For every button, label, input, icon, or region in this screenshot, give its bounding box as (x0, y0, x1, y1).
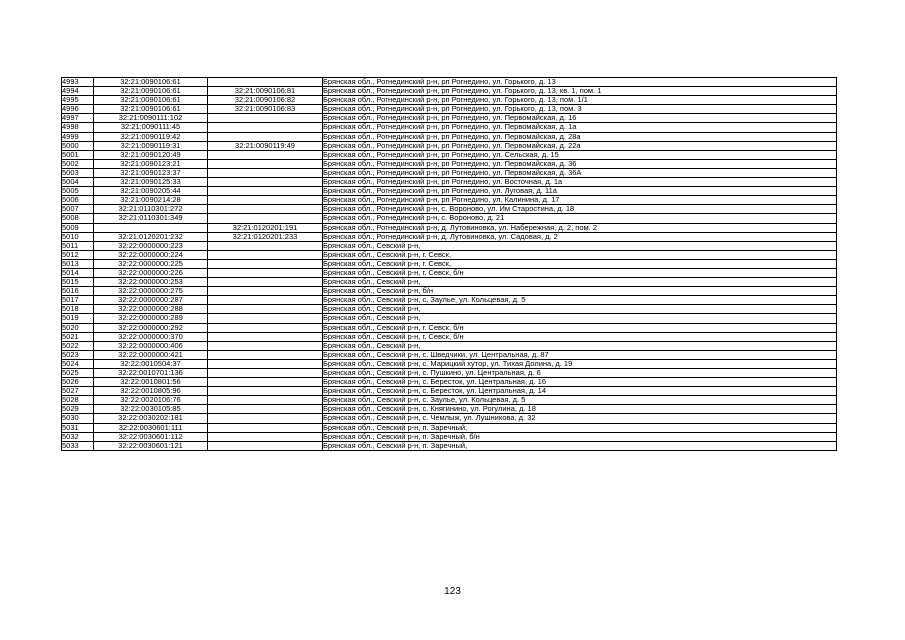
address-cell: Брянская обл., Рогнединский р-н, рп Рогнедино, ул. Первомайская, д. 28а (323, 132, 837, 141)
cadastral-number-cell: 32:21:0090120:49 (94, 150, 208, 159)
address-cell: Брянская обл., Рогнединский р-н, рп Рогнедино, ул. Сельская, д. 15 (323, 150, 837, 159)
object-cadastral-number-cell (208, 332, 323, 341)
address-cell: Брянская обл., Севский р-н, п. Заречный, (323, 423, 837, 432)
table-row (62, 278, 837, 287)
table-row (62, 187, 837, 196)
object-cadastral-number-cell (208, 178, 323, 187)
address-cell: Брянская обл., Севский р-н, п. Заречный, б/н (323, 432, 837, 441)
row-number-cell: 4995 (62, 96, 94, 105)
row-number-cell: 5014 (62, 268, 94, 277)
cadastral-number-cell: 32:21:0120201:232 (94, 232, 208, 241)
row-number-cell: 5004 (62, 178, 94, 187)
object-cadastral-number-cell (208, 132, 323, 141)
cadastral-number-cell: 32:21:0090205:44 (94, 187, 208, 196)
table-row (62, 214, 837, 223)
address-cell: Брянская обл., Рогнединский р-н, рп Рогнедино, ул. Горького, д. 13 (323, 78, 837, 87)
cadastral-number-cell: 32:22:0000000:289 (94, 314, 208, 323)
row-number-cell: 5015 (62, 278, 94, 287)
cadastral-number-cell: 32:22:0030202:181 (94, 414, 208, 423)
table-row (62, 114, 837, 123)
table-row (62, 250, 837, 259)
table-row (62, 423, 837, 432)
cadastral-number-cell: 32:21:0090106:61 (94, 87, 208, 96)
object-cadastral-number-cell (208, 287, 323, 296)
table-row (62, 150, 837, 159)
row-number-cell: 5030 (62, 414, 94, 423)
registry-table-body (62, 78, 837, 451)
cadastral-number-cell: 32:21:0090106:61 (94, 105, 208, 114)
address-cell: Брянская обл., Рогнединский р-н, рп Рогнедино, ул. Луговая, д. 11а (323, 187, 837, 196)
address-cell: Брянская обл., Севский р-н, (323, 241, 837, 250)
table-row (62, 168, 837, 177)
table-row (62, 396, 837, 405)
object-cadastral-number-cell (208, 441, 323, 450)
table-row (62, 223, 837, 232)
row-number-cell: 5020 (62, 323, 94, 332)
table-row (62, 132, 837, 141)
cadastral-number-cell: 32:21:0090123:37 (94, 168, 208, 177)
object-cadastral-number-cell (208, 150, 323, 159)
address-cell: Брянская обл., Севский р-н, (323, 341, 837, 350)
address-cell: Брянская обл., Севский р-н, г. Севск, (323, 250, 837, 259)
object-cadastral-number-cell (208, 314, 323, 323)
row-number-cell: 5001 (62, 150, 94, 159)
address-cell: Брянская обл., Рогнединский р-н, рп Рогнедино, ул. Горького, д. 13, пом. 3 (323, 105, 837, 114)
row-number-cell: 5025 (62, 369, 94, 378)
address-cell: Брянская обл., Рогнединский р-н, д. Лутовиновка, ул. Набережная, д. 2, пом. 2 (323, 223, 837, 232)
address-cell: Брянская обл., Севский р-н, с. Заулье, ул. Кольцевая, д. 5 (323, 396, 837, 405)
row-number-cell: 5031 (62, 423, 94, 432)
object-cadastral-number-cell (208, 323, 323, 332)
object-cadastral-number-cell (208, 278, 323, 287)
row-number-cell: 5013 (62, 259, 94, 268)
registry-table (61, 77, 837, 451)
address-cell: Брянская обл., Севский р-н, г. Севск, б/н (323, 323, 837, 332)
object-cadastral-number-cell (208, 123, 323, 132)
table-row (62, 123, 837, 132)
cadastral-number-cell: 32:21:0090106:61 (94, 78, 208, 87)
address-cell: Брянская обл., Севский р-н, г. Севск, б/н (323, 268, 837, 277)
address-cell: Брянская обл., Севский р-н, с. Бересток, ул. Центральная, д. 16 (323, 378, 837, 387)
address-cell: Брянская обл., Севский р-н, п. Заречный, (323, 441, 837, 450)
row-number-cell: 5003 (62, 168, 94, 177)
table-row (62, 105, 837, 114)
row-number-cell: 5006 (62, 196, 94, 205)
table-row (62, 441, 837, 450)
table-row (62, 314, 837, 323)
object-cadastral-number-cell (208, 423, 323, 432)
address-cell: Брянская обл., Севский р-н, с. Марицкий хутор, ул. Тихая Долина, д. 19 (323, 359, 837, 368)
row-number-cell: 4993 (62, 78, 94, 87)
address-cell: Брянская обл., Севский р-н, с. Бересток, ул. Центральная, д. 14 (323, 387, 837, 396)
cadastral-number-cell: 32:21:0090111:45 (94, 123, 208, 132)
address-cell: Брянская обл., Рогнединский р-н, рп Рогнедино, ул. Калинина, д. 17 (323, 196, 837, 205)
table-row (62, 178, 837, 187)
cadastral-number-cell (94, 223, 208, 232)
row-number-cell: 5005 (62, 187, 94, 196)
object-cadastral-number-cell (208, 396, 323, 405)
address-cell: Брянская обл., Севский р-н, г. Севск, (323, 259, 837, 268)
table-row (62, 387, 837, 396)
address-cell: Брянская обл., Севский р-н, б/н (323, 287, 837, 296)
table-row (62, 232, 837, 241)
row-number-cell: 5019 (62, 314, 94, 323)
table-row (62, 332, 837, 341)
object-cadastral-number-cell: 32:21:0120201:191 (208, 223, 323, 232)
object-cadastral-number-cell (208, 378, 323, 387)
object-cadastral-number-cell (208, 196, 323, 205)
object-cadastral-number-cell (208, 296, 323, 305)
cadastral-number-cell: 32:21:0110301:272 (94, 205, 208, 214)
row-number-cell: 5032 (62, 432, 94, 441)
table-row (62, 205, 837, 214)
row-number-cell: 5018 (62, 305, 94, 314)
address-cell: Брянская обл., Рогнединский р-н, с. Вороново, д. 21 (323, 214, 837, 223)
cadastral-number-cell: 32:22:0010504:37 (94, 359, 208, 368)
object-cadastral-number-cell: 32:21:0090106:81 (208, 87, 323, 96)
table-row (62, 378, 837, 387)
cadastral-number-cell: 32:22:0000000:275 (94, 287, 208, 296)
cadastral-number-cell: 32:22:0020106:76 (94, 396, 208, 405)
object-cadastral-number-cell: 32:21:0090106:82 (208, 96, 323, 105)
table-row (62, 305, 837, 314)
address-cell: Брянская обл., Рогнединский р-н, рп Рогнедино, ул. Горького, д. 13, пом. 1/1 (323, 96, 837, 105)
row-number-cell: 5027 (62, 387, 94, 396)
cadastral-number-cell: 32:22:0000000:226 (94, 268, 208, 277)
object-cadastral-number-cell: 32:21:0090106:83 (208, 105, 323, 114)
object-cadastral-number-cell (208, 205, 323, 214)
cadastral-number-cell: 32:22:0000000:288 (94, 305, 208, 314)
cadastral-number-cell: 32:22:0000000:406 (94, 341, 208, 350)
row-number-cell: 5016 (62, 287, 94, 296)
table-row (62, 78, 837, 87)
cadastral-number-cell: 32:22:0000000:292 (94, 323, 208, 332)
object-cadastral-number-cell (208, 305, 323, 314)
address-cell: Брянская обл., Севский р-н, г. Севск, б/н (323, 332, 837, 341)
object-cadastral-number-cell (208, 168, 323, 177)
cadastral-number-cell: 32:22:0010801:56 (94, 378, 208, 387)
object-cadastral-number-cell (208, 350, 323, 359)
cadastral-number-cell: 32:22:0030601:111 (94, 423, 208, 432)
address-cell: Брянская обл., Севский р-н, (323, 278, 837, 287)
address-cell: Брянская обл., Севский р-н, с. Пушкино, ул. Центральная, д. 6 (323, 369, 837, 378)
row-number-cell: 4998 (62, 123, 94, 132)
address-cell: Брянская обл., Севский р-н, (323, 305, 837, 314)
table-row (62, 96, 837, 105)
cadastral-number-cell: 32:21:0090119:31 (94, 141, 208, 150)
row-number-cell: 5007 (62, 205, 94, 214)
row-number-cell: 4999 (62, 132, 94, 141)
row-number-cell: 5002 (62, 159, 94, 168)
object-cadastral-number-cell (208, 259, 323, 268)
address-cell: Брянская обл., Рогнединский р-н, рп Рогнедино, ул. Первомайская, д. 36А (323, 168, 837, 177)
row-number-cell: 5012 (62, 250, 94, 259)
address-cell: Брянская обл., Севский р-н, с. Заулье, ул. Кольцевая, д. 5 (323, 296, 837, 305)
row-number-cell: 5028 (62, 396, 94, 405)
object-cadastral-number-cell (208, 241, 323, 250)
table-row (62, 141, 837, 150)
cadastral-number-cell: 32:22:0030601:121 (94, 441, 208, 450)
table-row (62, 369, 837, 378)
table-row (62, 268, 837, 277)
address-cell: Брянская обл., Рогнединский р-н, д. Лутовиновка, ул. Садовая, д. 2 (323, 232, 837, 241)
address-cell: Брянская обл., Рогнединский р-н, рп Рогнедино, ул. Горького, д. 13, кв. 1, пом. 1 (323, 87, 837, 96)
table-row (62, 296, 837, 305)
cadastral-number-cell: 32:22:0000000:225 (94, 259, 208, 268)
object-cadastral-number-cell (208, 114, 323, 123)
address-cell: Брянская обл., Севский р-н, с. Шведчики, ул. Центральная, д. 87 (323, 350, 837, 359)
object-cadastral-number-cell (208, 250, 323, 259)
cadastral-number-cell: 32:21:0090123:21 (94, 159, 208, 168)
address-cell: Брянская обл., Севский р-н, (323, 314, 837, 323)
address-cell: Брянская обл., Рогнединский р-н, рп Рогнедино, ул. Первомайская, д. 36 (323, 159, 837, 168)
object-cadastral-number-cell (208, 78, 323, 87)
table-row (62, 414, 837, 423)
cadastral-number-cell: 32:22:0000000:287 (94, 296, 208, 305)
table-row (62, 259, 837, 268)
table-row (62, 350, 837, 359)
cadastral-number-cell: 32:22:0030105:85 (94, 405, 208, 414)
object-cadastral-number-cell: 32:21:0090119:49 (208, 141, 323, 150)
cadastral-number-cell: 32:22:0000000:224 (94, 250, 208, 259)
table-row (62, 87, 837, 96)
object-cadastral-number-cell (208, 414, 323, 423)
table-row (62, 241, 837, 250)
cadastral-number-cell: 32:21:0090111:102 (94, 114, 208, 123)
table-row (62, 287, 837, 296)
address-cell: Брянская обл., Рогнединский р-н, рп Рогнедино, ул. Восточная, д. 1а (323, 178, 837, 187)
table-row (62, 432, 837, 441)
cadastral-number-cell: 32:22:0030601:112 (94, 432, 208, 441)
cadastral-number-cell: 32:22:0000000:370 (94, 332, 208, 341)
cadastral-number-cell: 32:21:0090125:33 (94, 178, 208, 187)
address-cell: Брянская обл., Рогнединский р-н, с. Вороново, ул. Им Старостина, д. 18 (323, 205, 837, 214)
row-number-cell: 5008 (62, 214, 94, 223)
address-cell: Брянская обл., Рогнединский р-н, рп Рогнедино, ул. Первомайская, д. 1а (323, 123, 837, 132)
cadastral-number-cell: 32:22:0010805:96 (94, 387, 208, 396)
table-row (62, 405, 837, 414)
object-cadastral-number-cell (208, 341, 323, 350)
table-row (62, 323, 837, 332)
object-cadastral-number-cell (208, 214, 323, 223)
row-number-cell: 5010 (62, 232, 94, 241)
object-cadastral-number-cell (208, 369, 323, 378)
row-number-cell: 5000 (62, 141, 94, 150)
cadastral-number-cell: 32:21:0110301:349 (94, 214, 208, 223)
table-row (62, 359, 837, 368)
cadastral-number-cell: 32:22:0010701:136 (94, 369, 208, 378)
cadastral-number-cell: 32:21:0090119:42 (94, 132, 208, 141)
cadastral-number-cell: 32:22:0000000:421 (94, 350, 208, 359)
table-row (62, 341, 837, 350)
address-cell: Брянская обл., Рогнединский р-н, рп Рогнедино, ул. Первомайская, д. 16 (323, 114, 837, 123)
row-number-cell: 5023 (62, 350, 94, 359)
row-number-cell: 5017 (62, 296, 94, 305)
object-cadastral-number-cell (208, 187, 323, 196)
row-number-cell: 5011 (62, 241, 94, 250)
cadastral-number-cell: 32:21:0090214:28 (94, 196, 208, 205)
object-cadastral-number-cell: 32:21:0120201:233 (208, 232, 323, 241)
object-cadastral-number-cell (208, 268, 323, 277)
cadastral-number-cell: 32:22:0000000:253 (94, 278, 208, 287)
object-cadastral-number-cell (208, 405, 323, 414)
row-number-cell: 5033 (62, 441, 94, 450)
address-cell: Брянская обл., Севский р-н, с. Княгинино, ул. Рогулина, д. 18 (323, 405, 837, 414)
table-row (62, 196, 837, 205)
table-row (62, 159, 837, 168)
row-number-cell: 4997 (62, 114, 94, 123)
row-number-cell: 5029 (62, 405, 94, 414)
object-cadastral-number-cell (208, 432, 323, 441)
object-cadastral-number-cell (208, 387, 323, 396)
address-cell: Брянская обл., Севский р-н, с. Чемлыж, ул. Лушникова, д. 32 (323, 414, 837, 423)
row-number-cell: 5022 (62, 341, 94, 350)
row-number-cell: 4996 (62, 105, 94, 114)
row-number-cell: 5021 (62, 332, 94, 341)
row-number-cell: 5026 (62, 378, 94, 387)
address-cell: Брянская обл., Рогнединский р-н, рп Рогнедино, ул. Первомайская, д. 22а (323, 141, 837, 150)
cadastral-number-cell: 32:21:0090106:61 (94, 96, 208, 105)
row-number-cell: 4994 (62, 87, 94, 96)
cadastral-number-cell: 32:22:0000000:223 (94, 241, 208, 250)
row-number-cell: 5024 (62, 359, 94, 368)
object-cadastral-number-cell (208, 159, 323, 168)
object-cadastral-number-cell (208, 359, 323, 368)
page-number: 123 (444, 586, 461, 597)
row-number-cell: 5009 (62, 223, 94, 232)
